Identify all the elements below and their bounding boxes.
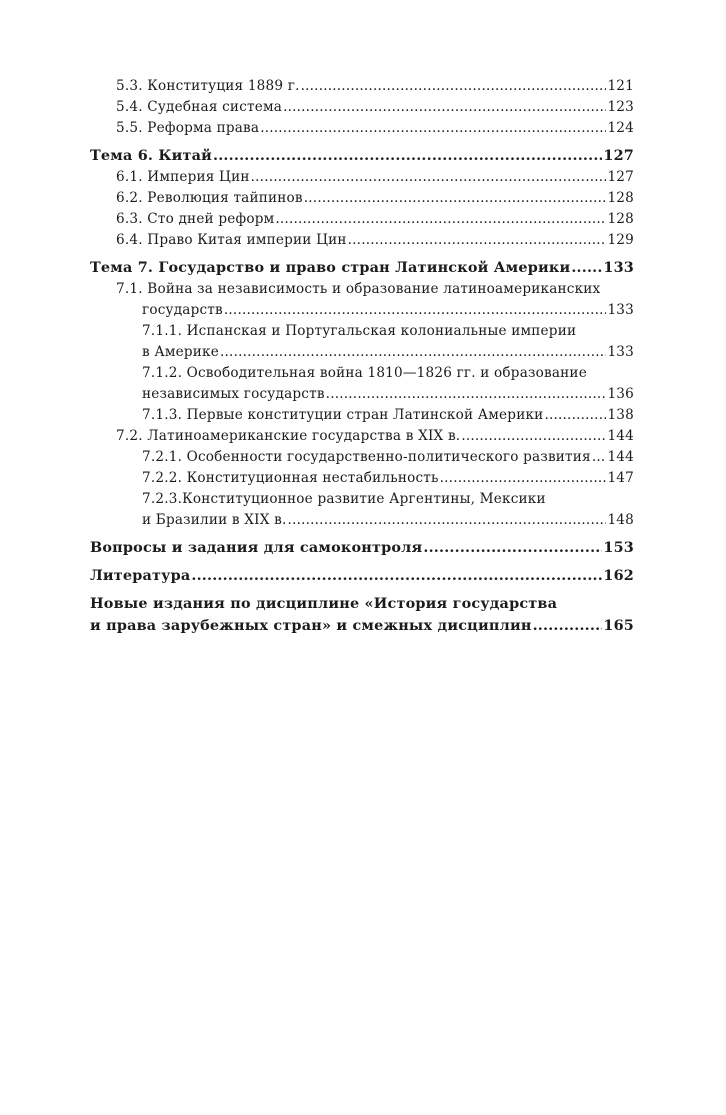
toc-entry-title: 7.2.2. Конституционная нестабильность [142, 470, 439, 486]
dot-leader [326, 384, 607, 405]
toc-entry-7-1-first-line: 7.1. Война за независимость и образование латиноамериканских [116, 281, 601, 297]
toc-entry-7-1 [90, 300, 634, 321]
dot-leader [213, 145, 602, 167]
toc-entry-6-4 [90, 230, 634, 251]
toc-entry-7-1-3 [90, 405, 634, 426]
toc-page-number: 162 [603, 567, 634, 584]
dot-leader [440, 468, 607, 489]
dot-leader [260, 118, 606, 139]
toc-page-number: 148 [607, 512, 634, 528]
toc-page-number: 144 [607, 428, 634, 444]
toc-entry-5-4 [90, 97, 634, 118]
dot-leader [571, 257, 602, 279]
dot-leader [288, 510, 607, 531]
toc-entry-title: 7.2.1. Особенности государственно-политического развития [142, 449, 591, 465]
toc-section-questions [90, 537, 634, 559]
dot-leader [251, 167, 607, 188]
toc-page-number: 144 [607, 449, 634, 465]
toc-entry-title: 5.4. Судебная система [116, 99, 283, 115]
dot-leader [423, 537, 602, 559]
toc-entry-5-5 [90, 118, 634, 139]
toc-entry-title: 6.1. Империя Цин [116, 169, 250, 185]
toc-entry-7-2-3 [90, 510, 634, 531]
toc-page-number: 165 [603, 617, 634, 634]
toc-page-number: 121 [607, 78, 634, 94]
toc-entry-7-2 [90, 426, 634, 447]
toc-chapter-title: и права зарубежных стран» и смежных дисциплин [90, 617, 532, 634]
toc-entry-title: независимых государств [142, 386, 325, 402]
toc-entry-title: 5.5. Реформа права [116, 120, 260, 136]
toc-page-number: 129 [607, 232, 634, 248]
toc-section-new-editions-first-line: Новые издания по дисциплине «История государства [90, 595, 558, 612]
toc-chapter-6 [90, 145, 634, 167]
toc-chapter-title: Вопросы и задания для самоконтроля [90, 539, 423, 556]
toc-section-new-editions [90, 615, 634, 637]
toc-entry-title: государств [142, 302, 223, 318]
table-of-contents [90, 76, 634, 637]
toc-entry-title: 7.2. Латиноамериканские государства в XIX в. [116, 428, 461, 444]
dot-leader [544, 405, 606, 426]
toc-entry-6-2 [90, 188, 634, 209]
toc-entry-7-2-2 [90, 468, 634, 489]
toc-page-number: 136 [607, 386, 634, 402]
dot-leader [275, 209, 606, 230]
toc-entry-7-1-2-first-line: 7.1.2. Освободительная война 1810—1826 гг. и образование [142, 365, 587, 381]
toc-page-number: 127 [603, 147, 634, 164]
toc-entry-title: 5.3. Конституция 1889 г. [116, 78, 300, 94]
dot-leader [533, 615, 603, 637]
toc-page-number: 124 [607, 120, 634, 136]
dot-leader [304, 188, 607, 209]
dot-leader [220, 342, 606, 363]
toc-entry-title: 6.2. Революция тайпинов [116, 190, 303, 206]
toc-entry-title: 6.4. Право Китая империи Цин [116, 232, 347, 248]
toc-page-number: 133 [603, 259, 634, 276]
toc-chapter-title: Тема 7. Государство и право стран Латинской Америки [90, 259, 571, 276]
dot-leader [283, 97, 606, 118]
toc-entry-title: в Америке [142, 344, 219, 360]
toc-entry-7-1-1 [90, 342, 634, 363]
toc-page-number: 138 [607, 407, 634, 423]
dot-leader [301, 76, 607, 97]
toc-page-number: 128 [607, 190, 634, 206]
toc-page-number: 127 [607, 169, 634, 185]
dot-leader [348, 230, 607, 251]
toc-entry-7-2-3-first-line: 7.2.3.Конституционное развитие Аргентины, Мексики [142, 491, 546, 507]
dot-leader [461, 426, 606, 447]
toc-chapter-title: Литература [90, 567, 191, 584]
toc-entry-7-1-1-first-line: 7.1.1. Испанская и Португальская колониальные империи [142, 323, 577, 339]
toc-page-number: 133 [607, 344, 634, 360]
dot-leader [592, 447, 607, 468]
toc-chapter-7 [90, 257, 634, 279]
toc-page-number: 147 [607, 470, 634, 486]
toc-entry-7-1-2 [90, 384, 634, 405]
toc-page-number: 133 [607, 302, 634, 318]
toc-entry-6-3 [90, 209, 634, 230]
toc-page-number: 128 [607, 211, 634, 227]
toc-section-literature [90, 565, 634, 587]
toc-entry-7-2-1 [90, 447, 634, 468]
toc-entry-title: и Бразилии в XIX в. [142, 512, 287, 528]
dot-leader [191, 565, 602, 587]
dot-leader [224, 300, 607, 321]
toc-entry-title: 7.1.3. Первые конституции стран Латинской Америки [142, 407, 544, 423]
toc-page-number: 153 [603, 539, 634, 556]
toc-page-number: 123 [607, 99, 634, 115]
toc-entry-5-3 [90, 76, 634, 97]
toc-entry-title: 6.3. Сто дней реформ [116, 211, 275, 227]
toc-entry-6-1 [90, 167, 634, 188]
toc-chapter-title: Тема 6. Китай [90, 147, 213, 164]
